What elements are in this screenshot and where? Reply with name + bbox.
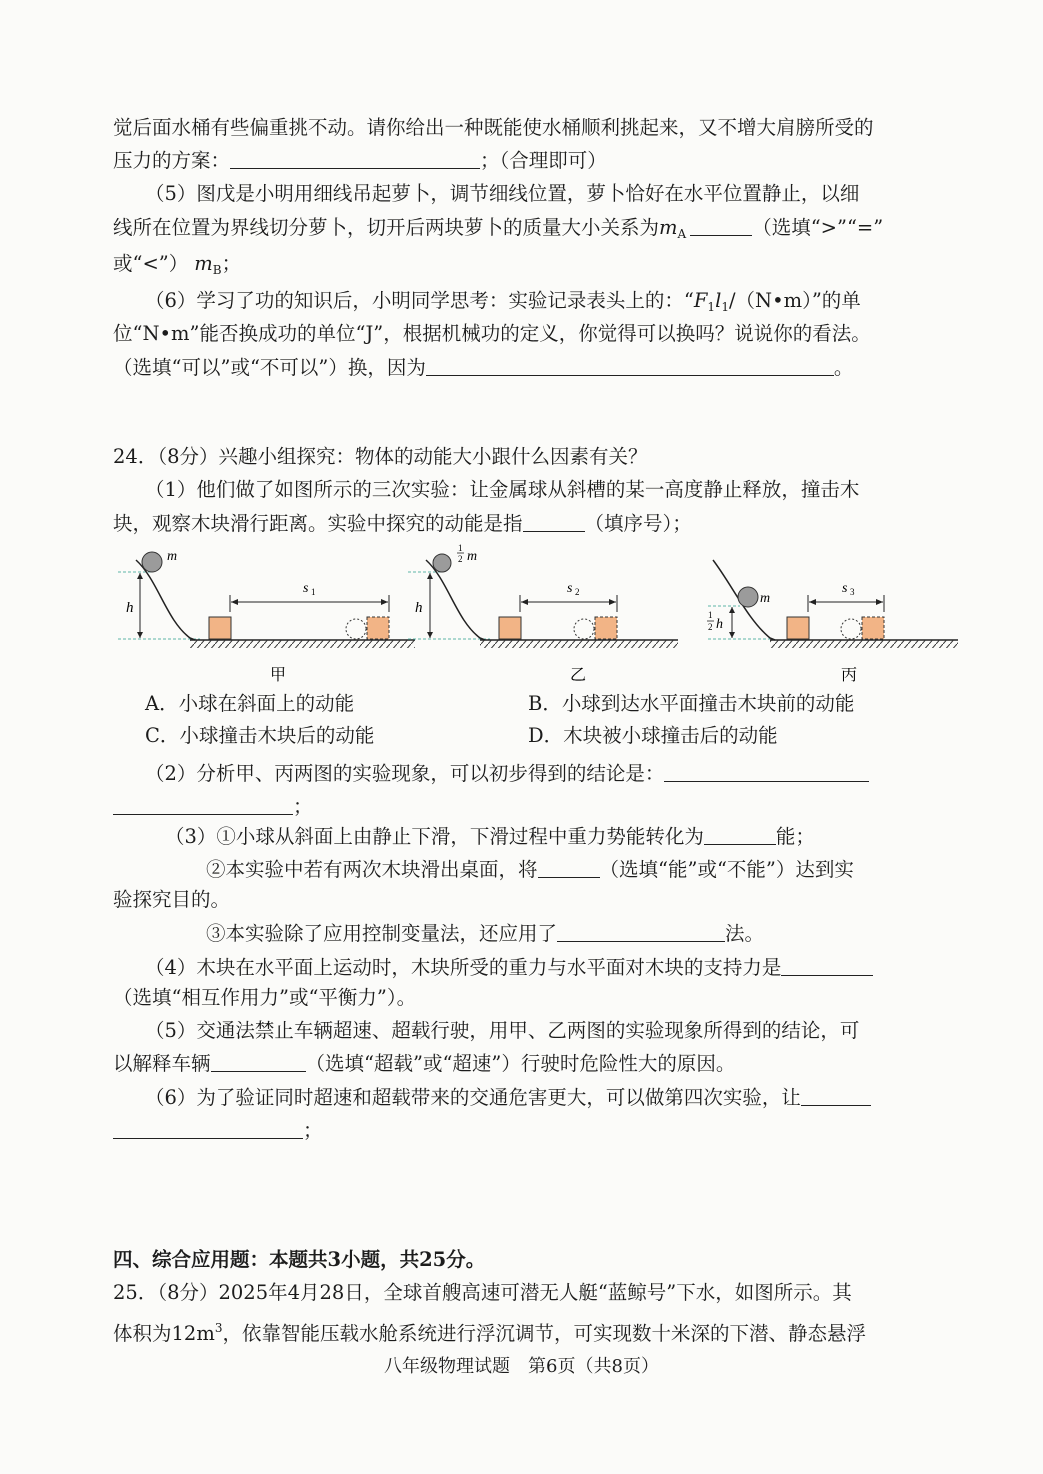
mass-symbol: m <box>659 216 678 239</box>
experiment-figure <box>110 540 970 690</box>
q24-p3-c <box>206 921 764 946</box>
q24-text: （选填“超载”或“超速”）行驶时危险性大的原因。 <box>305 1052 736 1075</box>
q23-text: ；（合理即可） <box>480 149 607 172</box>
section-heading: 四、综合应用题：本题共3小题，共25分。 <box>113 1248 486 1271</box>
q24-text: 能； <box>775 825 815 848</box>
q25-text: ，依靠智能压载水舱系统进行浮沉调节，可实现数十米深的下潜、静态悬浮 <box>222 1322 866 1345</box>
option-d[interactable]: D．木块被小球撞击后的动能 <box>528 724 778 747</box>
q24-text: ③本实验除了应用控制变量法，还应用了 <box>206 922 558 945</box>
q24-text: （填序号）； <box>584 512 692 535</box>
option-b[interactable]: B．小球到达水平面撞击木块前的动能 <box>528 692 855 715</box>
q24-p1-line-2 <box>113 511 692 536</box>
q23-text: 。 <box>833 356 854 379</box>
height-label: h <box>415 600 423 616</box>
q24-p6-line-1 <box>145 1085 871 1110</box>
q24-p4-line-1 <box>145 955 873 980</box>
caption-jia: 甲 <box>270 667 287 684</box>
q24-text: （6）为了验证同时超速和超载带来的交通危害更大，可以做第四次实验，让 <box>145 1086 801 1109</box>
q24-text: 以解释车辆 <box>113 1052 211 1075</box>
panel-bing <box>707 560 958 684</box>
answer-blank[interactable] <box>557 921 725 942</box>
q23-p5-line-3 <box>113 252 241 282</box>
answer-blank[interactable] <box>538 857 600 878</box>
q23-line-1: 觉后面水桶有些偏重挑不动。请你给出一种既能使水桶顺利挑起来，又不增大肩膀所受的 <box>113 116 874 139</box>
q25-line-1: 25．（8分）2025年4月28日，全球首艘高速可潜无人艇“蓝鲸号”下水，如图所示。其 <box>113 1281 852 1304</box>
q23-text: /（N•m）”的单 <box>728 289 861 312</box>
q23-text: （选填“>”“=” <box>752 216 884 239</box>
distance-subscript: 3 <box>850 587 855 597</box>
mass-label: m <box>167 549 178 564</box>
q24-p3-b2: 验探究目的。 <box>113 888 231 911</box>
q24-p1-line-1: （1）他们做了如图所示的三次实验：让金属球从斜槽的某一高度静止释放，撞击木 <box>145 478 860 501</box>
q23-text: 压力的方案： <box>113 149 231 172</box>
q24-text: （4）木块在水平面上运动时，木块所受的重力与水平面对木块的支持力是 <box>145 956 782 979</box>
q25-line-2 <box>113 1316 866 1346</box>
mass-subscript: A <box>677 227 687 241</box>
answer-blank[interactable] <box>230 148 480 169</box>
q24-text: 块，观察木块滑行距离。实验中探究的动能是指 <box>113 512 523 535</box>
q24-p5-line-1: （5）交通法禁止车辆超速、超载行驶，用甲、乙两图的实验现象所得到的结论，可 <box>145 1019 860 1042</box>
q24-text: ； <box>293 795 313 818</box>
caption-yi: 乙 <box>570 667 587 684</box>
volume-exponent: 3 <box>214 1321 223 1335</box>
distance-label: s <box>567 581 573 596</box>
q24-title: 24．（8分）兴趣小组探究：物体的动能大小跟什么因素有关？ <box>113 445 648 468</box>
height-fraction-denominator: 2 <box>708 622 713 632</box>
arm-symbol: l <box>715 289 722 312</box>
mass-fraction-numerator: 1 <box>458 543 463 553</box>
q23-p6-line-3 <box>113 355 853 380</box>
answer-blank[interactable] <box>690 215 752 236</box>
q23-p5-line-1: （5）图戊是小明用细线吊起萝卜，调节细线位置，萝卜恰好在水平位置静止，以细 <box>145 182 860 205</box>
height-label: h <box>716 617 723 632</box>
answer-blank[interactable] <box>523 511 585 532</box>
q24-text: ； <box>303 1119 323 1142</box>
panel-yi <box>408 543 678 684</box>
panel-jia <box>118 549 415 684</box>
q23-text: 线所在位置为界线切分萝卜，切开后两块萝卜的质量大小关系为 <box>113 216 660 239</box>
subscript: 1 <box>721 300 729 314</box>
q23-line-2 <box>113 148 607 173</box>
answer-blank[interactable] <box>113 1118 303 1139</box>
answer-blank[interactable] <box>211 1051 306 1072</box>
answer-blank[interactable] <box>704 824 776 845</box>
distance-subscript: 1 <box>311 587 316 597</box>
mass-symbol: m <box>194 252 213 275</box>
volume-value: 12m <box>171 1322 215 1345</box>
answer-blank[interactable] <box>801 1085 871 1106</box>
q24-text: ②本实验中若有两次木块滑出桌面，将 <box>206 858 538 881</box>
q24-p6-line-2 <box>113 1118 323 1143</box>
answer-blank[interactable] <box>426 355 834 376</box>
q24-p5-line-2 <box>113 1051 735 1076</box>
page-footer: 八年级物理试题 第6页（共8页） <box>384 1356 659 1377</box>
mass-label: m <box>760 591 771 606</box>
q23-text: （选填“可以”或“不可以”）换，因为 <box>113 356 426 379</box>
height-label: h <box>126 600 134 616</box>
force-symbol: F <box>693 289 708 312</box>
q24-p4-line-2: （选填“相互作用力”或“平衡力”）。 <box>113 986 417 1009</box>
q23-text: （6）学习了功的知识后，小明同学思考：实验记录表头上的：“ <box>145 289 694 312</box>
q23-p5-line-2 <box>113 215 883 246</box>
answer-blank[interactable] <box>113 794 293 815</box>
mass-fraction-denominator: 2 <box>458 554 463 564</box>
q23-p6-line-1 <box>145 289 861 319</box>
q24-p3-a <box>165 824 815 849</box>
height-fraction-numerator: 1 <box>708 610 713 620</box>
q24-p2-line-1 <box>145 761 869 786</box>
caption-bing: 丙 <box>841 667 858 684</box>
q23-text: 或“<”） <box>113 252 189 275</box>
q24-text: 法。 <box>725 922 765 945</box>
q24-text: （选填“能”或“不能”）达到实 <box>599 858 854 881</box>
q24-text: （2）分析甲、丙两图的实验现象，可以初步得到的结论是： <box>145 762 665 785</box>
q24-p2-line-2 <box>113 794 313 819</box>
distance-label: s <box>303 581 309 596</box>
answer-blank[interactable] <box>664 761 869 782</box>
answer-blank[interactable] <box>781 955 873 976</box>
distance-subscript: 2 <box>575 587 580 597</box>
option-a[interactable]: A．小球在斜面上的动能 <box>145 692 355 715</box>
q23-text: ； <box>221 252 242 275</box>
q23-p6-line-2: 位“N•m”能否换成功的单位“J”，根据机械功的定义，你觉得可以换吗？说说你的看法。 <box>113 322 871 345</box>
subscript: 1 <box>707 300 716 314</box>
q24-text: （3）①小球从斜面上由静止下滑，下滑过程中重力势能转化为 <box>165 825 704 848</box>
mass-subscript: B <box>212 263 222 277</box>
mass-label: m <box>467 549 478 564</box>
option-c[interactable]: C．小球撞击木块后的动能 <box>145 724 375 747</box>
q25-text: 体积为 <box>113 1322 172 1345</box>
distance-label: s <box>842 581 848 596</box>
q24-p3-b <box>206 857 854 882</box>
